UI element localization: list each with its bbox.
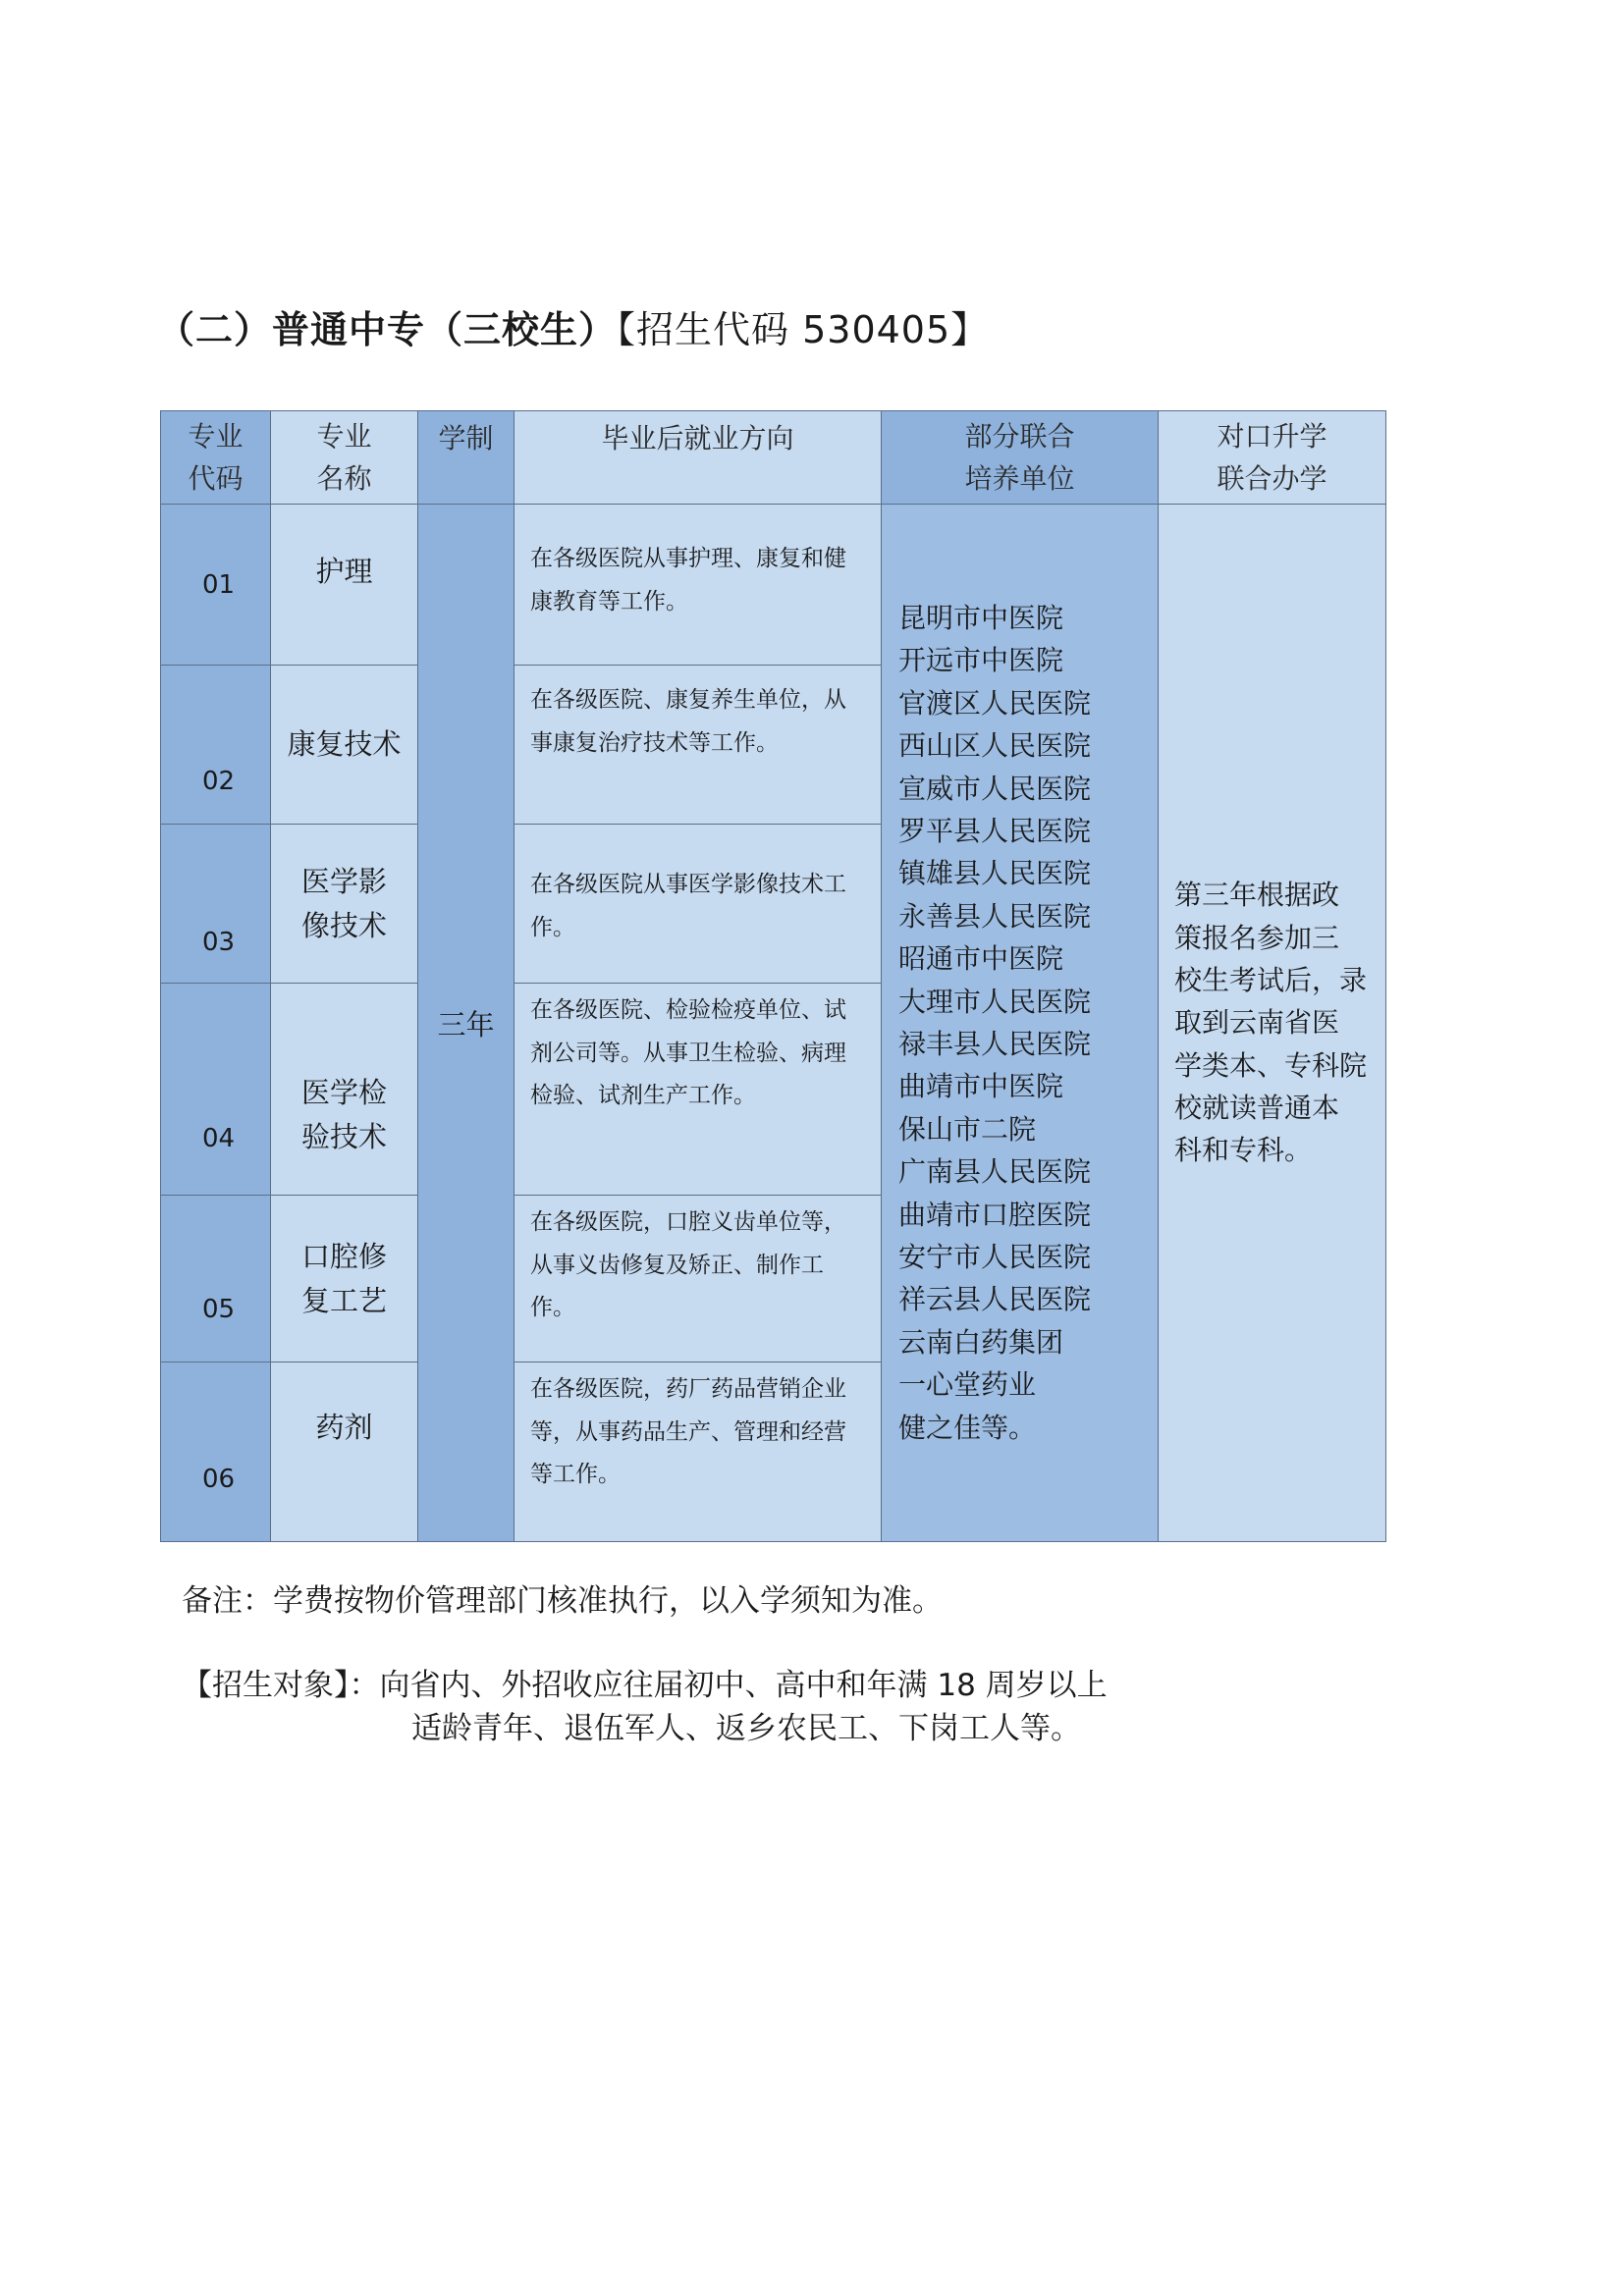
partner-unit: 昭通市中医院 (898, 942, 1064, 976)
header-code: 专业 代码 (161, 411, 271, 505)
pathway-cell: 第三年根据政 策报名参加三 校生考试后，录 取到云南省医 学类本、专科院 校就读普通本 科和专科。 (1159, 505, 1386, 1542)
enrollment-target-line-2: 适龄青年、退伍军人、返乡农民工、下岗工人等。 (411, 1711, 1081, 1747)
partner-unit: 大理市人民医院 (898, 985, 1092, 1018)
major-name: 口腔修 复工艺 (271, 1196, 418, 1362)
header-pathway: 对口升学 联合办学 (1159, 411, 1386, 505)
partner-unit: 一心堂药业 (898, 1368, 1037, 1402)
partner-unit: 宣威市人民医院 (898, 772, 1092, 805)
employment-direction: 在各级医院，药厂药品营销企业等，从事药品生产、管理和经营等工作。 (514, 1362, 882, 1542)
major-code: 04 (161, 984, 271, 1196)
enrollment-target-line-1: 【招生对象】：向省内、外招收应往届初中、高中和年满 18 周岁以上 (182, 1668, 1108, 1703)
partner-unit: 永善县人民医院 (898, 899, 1092, 933)
enrollment-target (182, 1664, 1108, 1751)
partner-unit: 镇雄县人民医院 (898, 857, 1092, 890)
header-years: 学制 (418, 411, 514, 505)
major-name: 药剂 (271, 1362, 418, 1542)
header-name: 专业 名称 (271, 411, 418, 505)
table-row (161, 505, 1386, 666)
major-code: 05 (161, 1196, 271, 1362)
section-title-code: 【招生代码 530405】 (617, 308, 990, 351)
partner-unit: 禄丰县人民医院 (898, 1028, 1092, 1060)
major-code: 01 (161, 505, 271, 666)
section-title (157, 299, 989, 353)
partner-unit: 官渡区人民医院 (898, 686, 1092, 720)
enrollment-target-label: 【招生对象】： (182, 1668, 380, 1703)
header-employment: 毕业后就业方向 (514, 411, 882, 505)
header-units: 部分联合 培养单位 (882, 411, 1159, 505)
partner-unit: 健之佳等。 (898, 1411, 1037, 1444)
partner-unit: 保山市二院 (898, 1112, 1037, 1146)
partner-unit: 开远市中医院 (898, 644, 1064, 677)
years-cell: 三年 (418, 505, 514, 1542)
section-title-main: （二）普通中专（三校生） (157, 308, 618, 351)
partner-unit: 广南县人民医院 (898, 1155, 1092, 1189)
partner-unit: 云南白药集团 (898, 1325, 1064, 1359)
partner-unit: 曲靖市口腔医院 (898, 1198, 1092, 1231)
employment-direction: 在各级医院从事护理、康复和健康教育等工作。 (514, 505, 882, 666)
major-name: 医学影 像技术 (271, 825, 418, 984)
partner-units-list (882, 505, 1159, 1542)
majors-table (160, 410, 1386, 1542)
employment-direction: 在各级医院、检验检疫单位、试剂公司等。从事卫生检验、病理检验、试剂生产工作。 (514, 984, 882, 1196)
partner-unit: 曲靖市中医院 (898, 1070, 1064, 1103)
table-header-row (161, 411, 1386, 505)
major-name: 康复技术 (271, 666, 418, 825)
employment-direction: 在各级医院、康复养生单位，从事康复治疗技术等工作。 (514, 666, 882, 825)
partner-unit: 罗平县人民医院 (898, 815, 1092, 848)
partner-unit: 西山区人民医院 (898, 729, 1092, 763)
major-code: 03 (161, 825, 271, 984)
major-code: 02 (161, 666, 271, 825)
major-code: 06 (161, 1362, 271, 1542)
major-name: 医学检 验技术 (271, 984, 418, 1196)
partner-unit: 昆明市中医院 (898, 602, 1064, 635)
partner-unit: 祥云县人民医院 (898, 1283, 1092, 1316)
tuition-note: 备注：学费按物价管理部门核准执行，以入学须知为准。 (182, 1583, 943, 1619)
major-name: 护理 (271, 505, 418, 666)
employment-direction: 在各级医院从事医学影像技术工作。 (514, 825, 882, 984)
partner-unit: 安宁市人民医院 (898, 1240, 1092, 1273)
employment-direction: 在各级医院，口腔义齿单位等，从事义齿修复及矫正、制作工作。 (514, 1196, 882, 1362)
